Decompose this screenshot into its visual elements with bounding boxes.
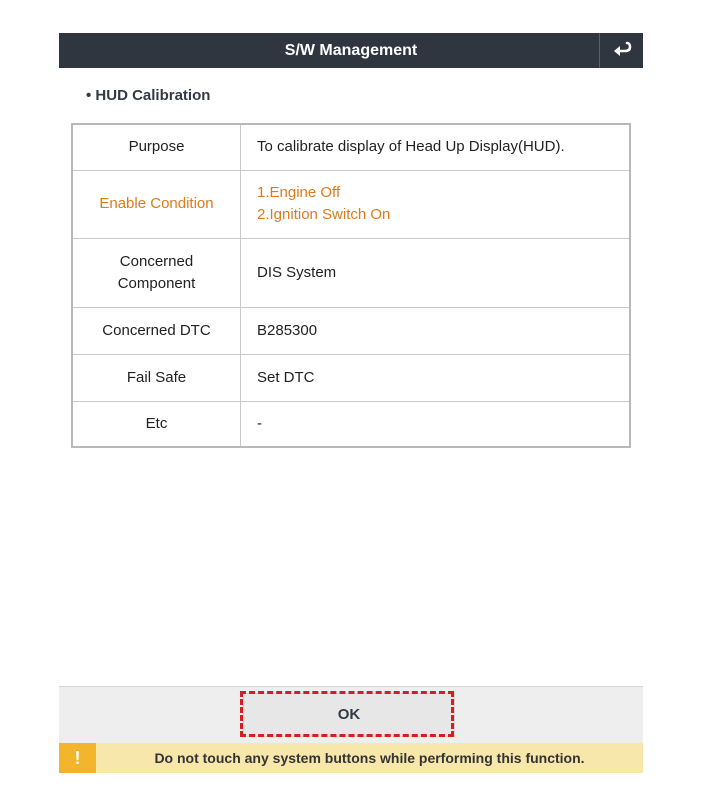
page-title: S/W Management xyxy=(284,42,418,59)
section-title: • HUD Calibration xyxy=(86,87,211,104)
concerned-component-label-line-1: Concerned xyxy=(119,252,194,270)
enable-condition-line-2: 2.Ignition Switch On xyxy=(257,206,391,223)
back-button[interactable] xyxy=(599,33,643,68)
concerned-component-label-line-2: Component xyxy=(117,274,196,292)
warning-text: Do not touch any system buttons while performing this function. xyxy=(154,750,585,766)
row-label-etc: Etc xyxy=(72,401,241,447)
row-label-concerned-dtc: Concerned DTC xyxy=(72,307,241,354)
table-row xyxy=(72,124,630,170)
row-value-enable-condition xyxy=(241,170,631,238)
footer-bar xyxy=(59,686,643,744)
table-row xyxy=(72,354,630,401)
enable-condition-line-1: 1.Engine Off xyxy=(257,184,341,201)
exclamation-icon: ! xyxy=(59,743,96,773)
row-value-concerned-dtc: B285300 xyxy=(241,307,631,354)
warning-bar xyxy=(59,743,643,773)
row-label-enable-condition: Enable Condition xyxy=(72,170,241,238)
row-value-etc: - xyxy=(241,401,631,447)
title-bar xyxy=(59,33,643,68)
table-row xyxy=(72,170,630,238)
table-row xyxy=(72,307,630,354)
info-table xyxy=(71,123,631,448)
sw-management-screen xyxy=(59,33,643,773)
row-value-fail-safe: Set DTC xyxy=(241,354,631,401)
row-value-purpose: To calibrate display of Head Up Display(HUD). xyxy=(241,124,631,170)
row-label-concerned-component xyxy=(72,238,241,307)
row-label-fail-safe: Fail Safe xyxy=(72,354,241,401)
ok-button[interactable]: OK xyxy=(243,693,455,737)
table-row xyxy=(72,401,630,447)
row-label-purpose: Purpose xyxy=(72,124,241,170)
return-arrow-icon xyxy=(612,41,632,59)
table-row xyxy=(72,238,630,307)
row-value-concerned-component: DIS System xyxy=(241,238,631,307)
